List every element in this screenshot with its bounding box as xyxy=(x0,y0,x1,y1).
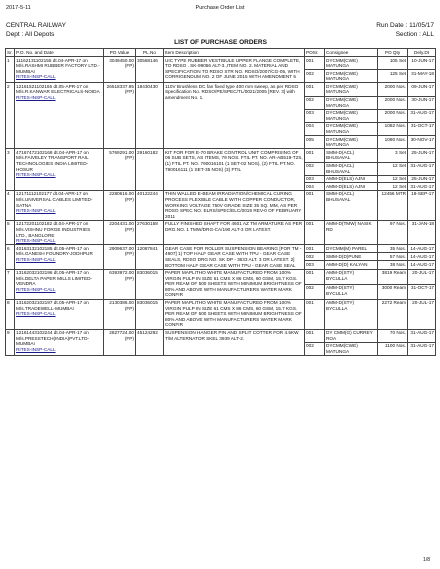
purchase-orders-table xyxy=(5,39,436,356)
delivery-date-cell: 20-JUL-17 xyxy=(408,269,436,284)
pl-number-cell: 29160182 xyxy=(136,149,164,191)
po-cell xyxy=(15,329,104,355)
posr-cell: 001 xyxy=(305,57,325,70)
delivery-date-cell: 14-AUG-17 xyxy=(408,245,436,253)
consignee-cell: DYCMM(CWE) MATUNGA xyxy=(325,342,378,355)
po-qty-cell: 12 Set xyxy=(378,183,408,191)
po-number-and-vendor: 12161521102165 dt.05-APR-17 on M/s.R.KANWAR ELECTRICALS-NOIDA xyxy=(16,83,100,95)
posr-cell: 001 xyxy=(305,245,325,253)
run-date: Run Date : 11/05/17 xyxy=(376,22,434,29)
table-row xyxy=(6,245,436,253)
department: Dept : All Depots xyxy=(6,31,55,38)
posr-cell: 001 xyxy=(305,269,325,284)
delivery-date-cell: 31-MAY-18 xyxy=(408,70,436,83)
rites-insp-call-link[interactable]: RITES-INSP-CALL xyxy=(16,74,56,80)
delivery-date-cell: 31-AUG-17 xyxy=(408,109,436,122)
item-description-cell: FULLY FINISHED SHAFT FOR 4601 AZ TM ARMATURE AS PER DRG.NO. 1 TMW/DRG-CA/190 ALT-3 OR LATEST. xyxy=(164,220,305,244)
posr-cell: 004 xyxy=(305,183,325,191)
po-number-and-vendor: 11162131102155 dt.04-APR-17 on M/s.RASHMI RUBBER FACTORY LTD.-MUMBAI xyxy=(16,57,100,74)
po-cell xyxy=(15,149,104,191)
consignee-cell: AMM-D(ELS) AJNI xyxy=(325,175,378,183)
sr-cell: 9 xyxy=(6,329,15,355)
table-row xyxy=(6,329,436,342)
table-row xyxy=(6,190,436,220)
table-row xyxy=(6,220,436,244)
pl-number-cell: 27630158 xyxy=(136,220,164,244)
pl-number-cell: 83036015 xyxy=(136,269,164,299)
po-qty-cell: 3000 Ream xyxy=(378,284,408,299)
po-number-and-vendor: 12161443102244 dt.04-APR-17 on M/s.PRESSTECH(INDIA)PVT.LTD-MUMBAI xyxy=(16,330,90,347)
po-value-cell: 2130386.00 (FP) xyxy=(104,299,136,329)
delivery-date-cell: 31-AUG-17 xyxy=(408,183,436,191)
po-qty-cell: 125 Set xyxy=(378,70,408,83)
table-row xyxy=(6,83,436,96)
posr-cell: 001 xyxy=(305,329,325,342)
col-header-dely: Dely.Dt xyxy=(408,49,436,57)
rites-insp-call-link[interactable]: RITES-INSP-CALL xyxy=(16,346,56,352)
delivery-date-cell: 09-JUN-17 xyxy=(408,83,436,96)
delivery-date-cell: 10-JUN-17 xyxy=(408,57,436,70)
po-qty-cell: 38 Nos. xyxy=(378,261,408,269)
delivery-date-cell: 31-AUG-17 xyxy=(408,162,436,175)
col-header-value: PO Value xyxy=(104,49,136,57)
rites-insp-call-link[interactable]: RITES-INSP-CALL xyxy=(16,286,56,292)
posr-cell: 001 xyxy=(305,149,325,162)
table-header-row xyxy=(6,49,436,57)
col-header-posr: POSr. xyxy=(305,49,325,57)
delivery-date-cell: 14-AUG-17 xyxy=(408,253,436,261)
delivery-date-cell: 25-JUN-17 xyxy=(408,175,436,183)
po-number-and-vendor: 12171112102177 dt.04-APR-17 on M/s.UNIVERSAL CABLES LIMITED-SATNA xyxy=(16,191,93,208)
po-value-cell: 26518337.95 (FP) xyxy=(104,83,136,149)
posr-cell: 005 xyxy=(305,136,325,149)
consignee-cell: SMM-D(D)PUNE xyxy=(325,253,378,261)
pl-number-cell: 18430430 xyxy=(136,83,164,149)
delivery-date-cell: 30-JUN-17 xyxy=(408,96,436,109)
posr-cell: 001 xyxy=(305,299,325,329)
po-qty-cell: 3 Set xyxy=(378,149,408,162)
consignee-cell: DYCMM(M) PAREL xyxy=(325,245,378,253)
section: Section : ALL xyxy=(395,31,434,38)
po-cell xyxy=(15,190,104,220)
delivery-date-cell: 31-OCT-17 xyxy=(408,284,436,299)
sr-cell: 2 xyxy=(6,83,15,149)
col-header-po: P.O. No. and Date xyxy=(15,49,104,57)
po-number-and-vendor: 40163132102185 dt.05-APR-17 on M/s.GANESH FOUNDRY-JODHPUR xyxy=(16,245,93,257)
consignee-cell: DYCMM(CWE) MATUNGA xyxy=(325,83,378,96)
posr-cell: 003 xyxy=(305,175,325,183)
po-qty-cell: 12 Set xyxy=(378,175,408,183)
posr-cell: 002 xyxy=(305,162,325,175)
table-body xyxy=(6,57,436,356)
consignee-cell: AMM-D(STY) BYCULLA xyxy=(325,269,378,284)
consignee-cell: DYCMM(CWE) MATUNGA xyxy=(325,96,378,109)
col-header-consignee: Consignee xyxy=(325,49,378,57)
consignee-cell: AMM-D(ELS) AJNI xyxy=(325,183,378,191)
col-header-sr: Sr. xyxy=(7,49,13,55)
consignee-cell: DYCMM(CWE) MATUNGA xyxy=(325,136,378,149)
col-header-desc: Item Description xyxy=(164,49,305,57)
po-qty-cell: 105 Set xyxy=(378,57,408,70)
po-number-and-vendor: 12172201102182 dt.04-APR-17 on M/s.VISHNU FORGE INDUSTRIES LTD., BANGLORE xyxy=(16,221,91,238)
posr-cell: 002 xyxy=(305,70,325,83)
sr-cell: 7 xyxy=(6,269,15,299)
po-number-and-vendor: 13162032102196 dt.05-APR-17 on M/s.DELTA PAPER MILLS LIMITED-VENDRA xyxy=(16,270,93,287)
item-description-cell: SUSPENSION HANGER PIN AND SPLIT COTTER FOR 4.5KW T/M ALTERNATOR SKEL 3939 ALT-2. xyxy=(164,329,305,355)
page-number: 1/8 xyxy=(423,557,430,563)
consignee-cell: AMM-D(STY) BYCULLA xyxy=(325,284,378,299)
item-description-cell: PAPER MAPLITHO WHITE MANUFACTURED FROM 100% VIRGIN PULP IN SIZE 61 CMS X 86 CMS, 60 GSM, 15.7 KGS. PER REAM OF 500 SHEETS WITH MINIMUM BRIGHTNESS OF 80% AND ABOVE WITH MANUFACTURERS WATER MARK CONFIR xyxy=(164,269,305,299)
delivery-date-cell: 25-JUN-17 xyxy=(408,149,436,162)
col-header-qty: PO Qty xyxy=(378,49,408,57)
table-row xyxy=(6,57,436,70)
po-cell xyxy=(15,269,104,299)
item-description-cell: KIT FOR FOR E-70 BRAKE CONTROL UNIT COMPRISING OF 06 SUB SETS, AS ITEMS, 79 NOS. FTIL PT. NO. AR-AB519-T2S, (1) FTIL PT. NO. 790016101 (1 SET-02 NOS), (2) FTIL PT.NO. 790016111 (1 SET-35 NOS) (3) FTIL xyxy=(164,149,305,191)
delivery-date-cell: 31-OCT-17 xyxy=(408,122,436,135)
delivery-date-cell: 31-AUG-17 xyxy=(408,329,436,342)
po-value-cell: 2827724.00 (FP) xyxy=(104,329,136,355)
print-date: 2017-5-11 xyxy=(6,5,31,11)
po-value-cell: 5769291.00 (FP) xyxy=(104,149,136,191)
po-qty-cell: 1082 Nos. xyxy=(378,122,408,135)
posr-cell: 001 xyxy=(305,83,325,96)
list-title-row xyxy=(6,39,436,49)
po-value-cell: 2909637.00 (FP) xyxy=(104,245,136,269)
rites-insp-call-link[interactable]: RITES-INSP-CALL xyxy=(16,95,56,101)
po-qty-cell: 35 Nos. xyxy=(378,245,408,253)
delivery-date-cell: 14-AUG-17 xyxy=(408,261,436,269)
consignee-cell: SMM-D(ACL) BHUSAVAL xyxy=(325,162,378,175)
po-qty-cell: 97 Nos. xyxy=(378,220,408,244)
sr-cell: 4 xyxy=(6,190,15,220)
table-row xyxy=(6,149,436,162)
pl-number-cell: 12087841 xyxy=(136,245,164,269)
posr-cell: 002 xyxy=(305,253,325,261)
po-cell xyxy=(15,220,104,244)
pl-number-cell: 40122244 xyxy=(136,190,164,220)
posr-cell: 001 xyxy=(305,190,325,220)
po-qty-cell: 2000 Nos. xyxy=(378,96,408,109)
consignee-cell: AMM-D(D) KALYAN xyxy=(325,261,378,269)
item-description-cell: PAPER MAPLITHO WHITE MANUFACTURED FROM 100% VIRGIN PULP IN SIZE 61 CMS X 86 CMS, 60 GSM, 15.7 KGS. PER REAM OF 500 SHEETS WITH MINIMUM BRIGHTNESS OF 80% AND ABOVE WITH MANUFACTURERS WATER MARK CONFIR xyxy=(164,299,305,329)
consignee-cell: SMM-D(ACL) BHUSAVAL xyxy=(325,149,378,162)
col-header-pl: PL.No xyxy=(136,49,164,57)
organization-name: CENTRAL RAILWAY xyxy=(6,22,66,29)
consignee-cell: AMM-D(STY) BYCULLA xyxy=(325,299,378,329)
po-qty-cell: 1080 Nos. xyxy=(378,136,408,149)
po-cell xyxy=(15,245,104,269)
consignee-cell: DYCMM(CWE) MATUNGA xyxy=(325,122,378,135)
consignee-cell: DYCMM(CWE) MATUNGA xyxy=(325,109,378,122)
document-title: Purchase Order List xyxy=(195,5,245,11)
po-value-cell: 2280616.00 (FP) xyxy=(104,190,136,220)
posr-cell: 002 xyxy=(305,284,325,299)
consignee-cell: DYCMM(CWE) MATUNGA xyxy=(325,57,378,70)
pl-number-cell: 30568146 xyxy=(136,57,164,83)
po-number-and-vendor: 47167472102168 dt.04-APR-17 on M/s.FAIVELEY TRANSPORT RAIL TECHNOLOGIES INDIA LIMITED-HOSUR xyxy=(16,149,89,172)
list-title: LIST OF PURCHASE ORDERS xyxy=(174,39,267,46)
consignee-cell: SMM-D(ACL) BHUSAVAL xyxy=(325,190,378,220)
sr-cell: 1 xyxy=(6,57,15,83)
posr-cell: 002 xyxy=(305,342,325,355)
sr-cell: 8 xyxy=(6,299,15,329)
po-value-cell: 3049450.00 (FP) xyxy=(104,57,136,83)
po-value-cell: 6393972.00 (FP) xyxy=(104,269,136,299)
delivery-date-cell: 31-JAN-18 xyxy=(408,220,436,244)
po-cell xyxy=(15,299,104,329)
item-description-cell: 110V Brushless DC fan fixed type 400 mm sweep, as per RDSO Specification No. RDSO/PE/SPEC/TL/0021/2005 [REV. 3] with amendment No. 1. xyxy=(164,83,305,149)
rites-insp-call-link[interactable]: RITES-INSP-CALL xyxy=(16,311,56,317)
consignee-cell: AMM-D(TMW) NASIK RD xyxy=(325,220,378,244)
sr-cell: 3 xyxy=(6,149,15,191)
consignee-cell: DYCMM(CWE) MATUNGA xyxy=(325,70,378,83)
consignee-cell: DY CMM(G) CURREY ROA xyxy=(325,329,378,342)
sr-cell: 6 xyxy=(6,245,15,269)
item-description-cell: UIC TYPE RUBBER VESTIBULE UPPER FLANGE COMPLETE, TO RDSO . SK-99056 ALT-3.,ITEM NO. 2. MATERIAL AND SPECIFICATION TO RDSO STR NO. RDSO/2007/CG-05, WITH CORRIGENDUM NO. 2 OF JUNE 2015 WITH AMENDMENT 5 xyxy=(164,57,305,83)
po-qty-cell: 2272 Ream xyxy=(378,299,408,329)
rites-insp-call-link[interactable]: RITES-INSP-CALL xyxy=(16,208,56,214)
po-qty-cell: 1100 Nos. xyxy=(378,342,408,355)
po-qty-cell: 12 Set xyxy=(378,162,408,175)
delivery-date-cell: 20-JUL-17 xyxy=(408,299,436,329)
sr-cell: 5 xyxy=(6,220,15,244)
po-qty-cell: 12456 MTR xyxy=(378,190,408,220)
rites-insp-call-link[interactable]: RITES-INSP-CALL xyxy=(16,256,56,262)
posr-cell: 001 xyxy=(305,220,325,244)
posr-cell: 002 xyxy=(305,96,325,109)
rites-insp-call-link[interactable]: RITES-INSP-CALL xyxy=(16,238,56,244)
item-description-cell: GEAR CASE FOR ROLLER SUSPENSION BEARING [FOR TM - 4907] 1) TOP HALF GEAR CASE WITH TPU - GEAR CASE SEALS, RDSO DRG NO. SK DP - 3633 ALT. 3 OR LATEST. 2] BOTTOM HALF GEAR CASE WITH TPU - GEAR CASE SEAL xyxy=(164,245,305,269)
po-number-and-vendor: 13162032102197 dt.05-APR-17 on M/s.TRADEWELL-MUMBAI xyxy=(16,300,89,311)
delivery-date-cell: 30-NOV-17 xyxy=(408,136,436,149)
table-row xyxy=(6,269,436,284)
po-qty-cell: 3819 Ream xyxy=(378,269,408,284)
delivery-date-cell: 18-SEP-17 xyxy=(408,190,436,220)
po-qty-cell: 57 Nos. xyxy=(378,253,408,261)
posr-cell: 004 xyxy=(305,122,325,135)
pl-number-cell: 45124292 xyxy=(136,329,164,355)
posr-cell: 003 xyxy=(305,109,325,122)
table-row xyxy=(6,299,436,329)
item-description-cell: THIN WALLED E-BEAM IRRADIATION/CHEMICAL CURING PROCESS FLEXIBLE CABLE WITH COPPER CONDUCTOR, WORKING VOLTAGE 750V GRADE SIZE 35 SQ. MM, AS PER RDSO SPEC NO. ELRS/SPEC/ELC/0019 REV-0 OF FEBRUARY 2011 xyxy=(164,190,305,220)
po-value-cell: 2204431.00 (FP) xyxy=(104,220,136,244)
pl-number-cell: 83036015 xyxy=(136,299,164,329)
po-cell xyxy=(15,83,104,149)
posr-cell: 003 xyxy=(305,261,325,269)
rites-insp-call-link[interactable]: RITES-INSP-CALL xyxy=(16,172,56,178)
delivery-date-cell: 31-AUG-17 xyxy=(408,342,436,355)
po-cell xyxy=(15,57,104,83)
po-qty-cell: 70 Nos. xyxy=(378,329,408,342)
po-qty-cell: 2000 Nos. xyxy=(378,83,408,96)
po-qty-cell: 2000 Nos. xyxy=(378,109,408,122)
